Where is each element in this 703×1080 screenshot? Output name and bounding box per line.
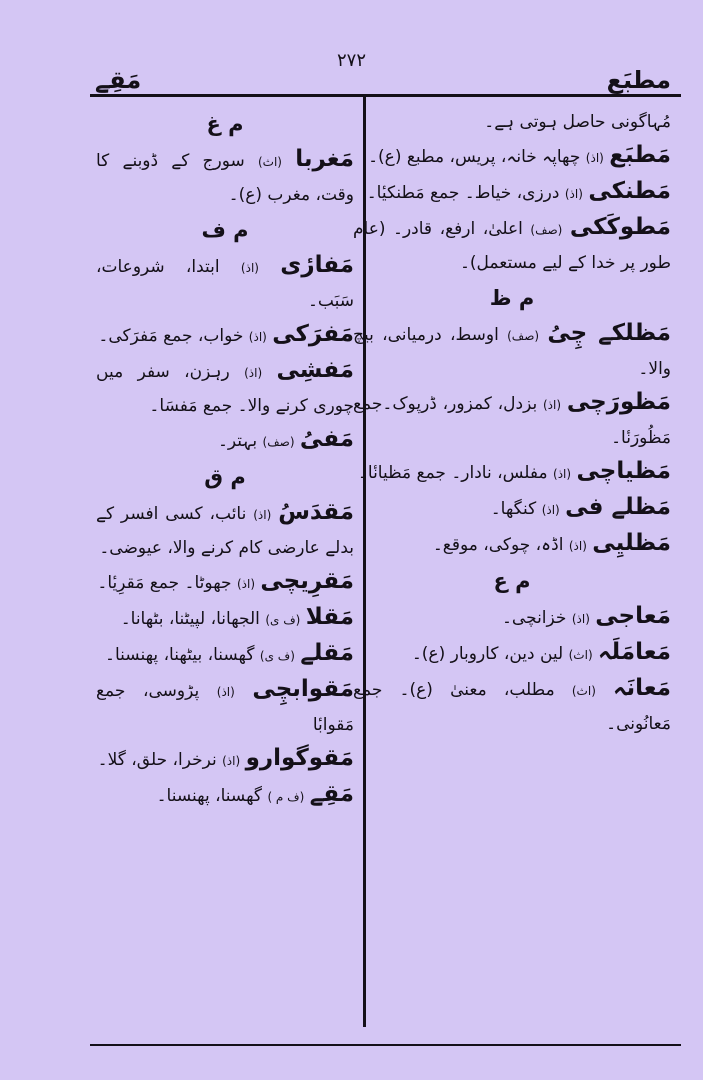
section-heading: م ف [201,218,249,242]
headword: مَعامَلَہ [598,639,671,665]
headword: مَظلکے چِیُ [547,320,671,346]
dictionary-entry [96,423,354,459]
dictionary-entry [353,600,671,636]
part-of-speech: (اذ) [568,539,587,553]
headword: مَفرَکی [272,321,354,347]
headword: مَظلے فی [565,494,671,520]
part-of-speech: (ف م ) [267,790,305,804]
part-of-speech: (صف) [507,329,540,343]
part-of-speech: (اث) [568,648,593,662]
dictionary-entry [96,565,354,601]
definition: نائب، کسی افسر کے بدلے عارضی کام کرنے والا، عیوضی۔ [96,504,354,558]
dictionary-entry [96,249,354,318]
headword: مَقدَسُ [278,499,355,525]
headword: مَعاجی [595,603,671,629]
part-of-speech: (اذ) [248,330,267,344]
definition: مُہاگونی حاصل ہوتی ہے۔ [484,112,671,132]
dictionary-entry [96,601,354,637]
dictionary-entry [353,175,671,211]
part-of-speech: (اذ) [253,508,272,522]
dictionary-entry [96,496,354,565]
definition: پڑوسی، جمع مَقوابٔا [96,681,354,735]
part-of-speech: (اذ) [236,577,255,591]
part-of-speech: (اذ) [216,685,235,699]
right-column [353,106,671,741]
headword: مَقلا [305,604,354,630]
definition: بہتر۔ [217,431,258,451]
dictionary-entry [353,211,671,280]
section-heading: م ع [493,569,531,593]
definition: مطلب، معنیٰ (ع)۔ جمع مَعانُونی۔ [353,680,671,734]
definition: گھسنا، پھنسنا۔ [156,786,263,806]
headword: مَظلیِی [592,530,671,556]
part-of-speech: (اث) [257,155,282,169]
definition: چھاپہ خانہ، پریس، مطبع (ع)۔ [368,147,581,167]
definition: درزی، خیاط۔ جمع مَطنکیٔا۔ [366,183,560,203]
part-of-speech: (اذ) [222,754,241,768]
section-heading: م غ [206,112,244,136]
definition: اڈہ، چوکی، موقع۔ [432,535,564,555]
dictionary-entry [96,778,354,814]
part-of-speech: (ف ی) [259,649,295,663]
footer-rule [90,1044,681,1046]
dictionary-entry [96,637,354,673]
part-of-speech: (اذ) [543,398,562,412]
dictionary-entry [96,742,354,778]
headword: مَظیاچی [576,458,671,484]
headword: مَقِے [309,781,354,807]
dictionary-entry [353,317,671,386]
dictionary-entry [353,106,671,139]
definition: خواب، جمع مَفرَکی۔ [98,326,244,346]
dictionary-entry [353,672,671,741]
dictionary-entry [353,455,671,491]
definition: ابتدا، شروعات، سَبَب۔ [96,257,354,311]
header-rule [90,94,681,97]
left-column [96,106,354,814]
definition: کنگھا۔ [490,499,537,519]
headword: مَطبَع [609,142,671,168]
definition: گھسنا، بیٹھنا، پھنسنا۔ [105,645,255,665]
dictionary-entry [353,636,671,672]
definition: اعلیٰ، ارفع، قادر۔ (عام طور پر خدا کے لیے مستعمل)۔ [353,219,671,273]
guide-word-left: مَقِے [95,66,142,94]
dictionary-entry [353,527,671,563]
headword: مَقلے [300,640,354,666]
part-of-speech: (اذ) [553,467,572,481]
headword: مَقوابچِی [252,676,355,702]
headword: مَفشِی [276,357,354,383]
page-number: ۲۷۲ [336,50,366,71]
part-of-speech: (اذ) [244,366,263,380]
part-of-speech: (صف) [530,223,563,237]
part-of-speech: (اذ) [564,187,583,201]
dictionary-entry [353,491,671,527]
part-of-speech: (صف) [262,435,295,449]
dictionary-entry [353,386,671,455]
part-of-speech: (اذ) [240,261,259,275]
definition: الجھانا، لپیٹنا، بٹھانا۔ [120,609,260,629]
headword: مَفارٔی [280,252,355,278]
definition: رہزن، سفر میں چوری کرنے والا۔ جمع مَفسَا۔ [96,362,354,416]
dictionary-entry [96,143,354,212]
headword: مَعانَہ [613,675,672,701]
definition: نرخرا، حلق، گلا۔ [97,750,217,770]
headword: مَطوکَکی [569,214,671,240]
guide-word-right: مطبَع [606,66,671,94]
part-of-speech: (اذ) [571,612,590,626]
definition: لین دین، کاروبار (ع)۔ [411,644,564,664]
headword: مَقرِیچی [260,568,354,594]
headword: مَقوگوارو [245,745,354,771]
dictionary-entry [96,673,354,742]
definition: خزانچی۔ [501,608,567,628]
headword: مَظورَچی [566,389,672,415]
definition: اوسط، درمیانی، بیچ والا۔ [353,325,671,379]
dictionary-entry [96,318,354,354]
dictionary-entry [353,139,671,175]
part-of-speech: (ف ی) [265,613,301,627]
part-of-speech: (اذ) [541,503,560,517]
section-heading: م ظ [489,286,535,310]
part-of-speech: (اث) [571,684,596,698]
definition: سورج کے ڈوبنے کا وقت، مغرب (ع)۔ [96,151,354,205]
definition: مفلس، نادار۔ جمع مَظیانٔا۔ [357,463,548,483]
part-of-speech: (اذ) [585,151,604,165]
headword: مَطنکی [588,178,671,204]
definition: جھوٹا۔ جمع مَقرِیٔا۔ [97,573,232,593]
headword: مَفیُ [299,426,354,452]
section-heading: م ق [204,465,246,489]
dictionary-entry [96,354,354,423]
definition: بزدل، کمزور، ڈرپوک۔جمع مَظُورَنٔا۔ [353,394,671,448]
headword: مَغربا [295,146,355,172]
